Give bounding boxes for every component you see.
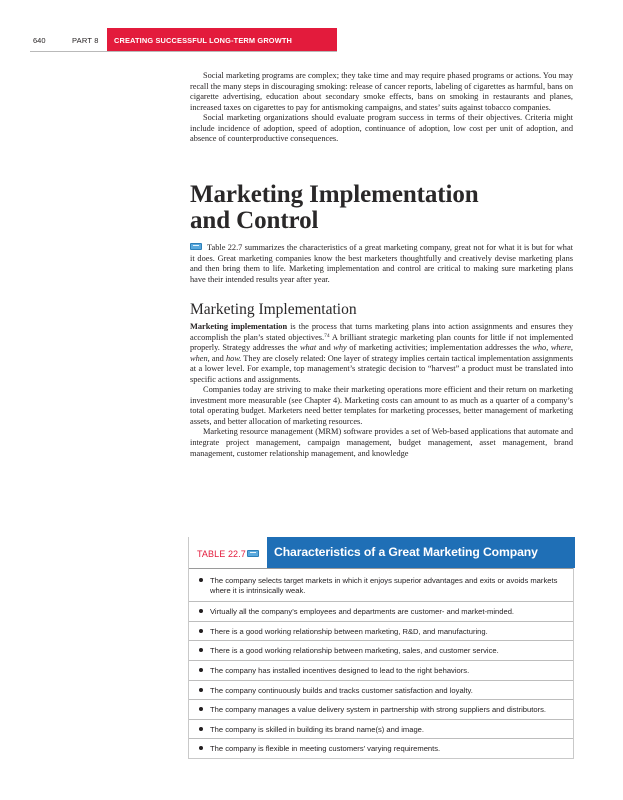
table-row <box>189 680 573 700</box>
section-heading-line-2: and Control <box>190 207 319 234</box>
bullet-icon <box>199 629 203 633</box>
bullet-icon <box>199 746 203 750</box>
subsection-text <box>190 322 573 459</box>
bullet-icon <box>199 668 203 672</box>
section-text <box>190 243 573 285</box>
italic-run: why <box>333 343 347 353</box>
section-title-band <box>107 28 337 52</box>
text-run: and <box>316 343 334 353</box>
header-rule <box>30 51 337 52</box>
subsection-heading: Marketing Implementation <box>190 301 357 318</box>
table-row <box>189 621 573 641</box>
table-header <box>189 537 573 568</box>
section-heading <box>190 182 570 234</box>
table-row <box>189 699 573 719</box>
section-paragraph-text: Table 22.7 summarizes the characteristics of a great marketing company, great not for what it is but for what it does. Great marketing companies know the best marketers thoughtfully and creatively devise marketing plans and then bring them to life. Marketing implementation and control are critical to making sure marketing plans have their intended results year after year. <box>190 243 573 284</box>
table-row-text: There is a good working relationship between marketing, sales, and customer service. <box>210 646 499 656</box>
table-label: TABLE 22.7 <box>197 549 246 559</box>
subsection-paragraph-3: Marketing resource management (MRM) software provides a set of Web-based applications that automate and integrate project management, campaign management, budget management, asset management, brand management, customer relationship management, and knowledge <box>190 427 573 458</box>
table-row <box>189 719 573 739</box>
text-run: is the process that turns marketing plans into action assignments and ensures they accomplish the plan’s stated objectives. <box>190 322 573 342</box>
subsection-paragraph-2: Companies today are striving to make their marketing operations more efficient and their return on marketing investment more measurable (see Chapter 4). Marketing costs can amount to as much as a quarter of a company’s total operating budget. Marketers need better templates for marketing processes, better management of marketing assets, and better allocation of marketing resources. <box>190 385 573 426</box>
table-row <box>189 660 573 680</box>
subsection-paragraph-1 <box>190 322 573 385</box>
section-title: CREATING SUCCESSFUL LONG-TERM GROWTH <box>114 36 292 45</box>
table-row-text: The company is flexible in meeting customers’ varying requirements. <box>210 744 441 754</box>
table-row <box>189 568 573 601</box>
text-run: of marketing activities; implementation addresses the <box>346 343 533 353</box>
table-row-text: The company is skilled in building its brand name(s) and image. <box>210 724 424 734</box>
bullet-icon <box>199 578 203 582</box>
table-reference-icon[interactable] <box>190 243 202 250</box>
text-run: and <box>209 353 226 363</box>
bullet-icon <box>199 609 203 613</box>
section-paragraph <box>190 243 573 285</box>
italic-run: who, where, when, <box>190 343 573 363</box>
text-run: A brilliant strategic marketing plan counts for little if not implemented properly. Strategy addresses the <box>190 332 574 353</box>
table-row-text: The company manages a value delivery system in partnership with strong suppliers and distributors. <box>210 705 546 715</box>
table-22-7 <box>188 537 574 759</box>
intro-paragraph-2: Social marketing organizations should evaluate program success in terms of their objectives. Criteria might include incidence of adoption, speed of adoption, continuance of adoption, low cost per unit of adoption, and absence of counterproductive consequences. <box>190 113 573 144</box>
table-row-text: There is a good working relationship between marketing, R&D, and manufacturing. <box>210 626 488 636</box>
intro-text <box>190 71 573 145</box>
section-heading-line-1: Marketing Implementation <box>190 181 479 208</box>
table-row-text: The company has installed incentives designed to lead to the right behaviors. <box>210 665 470 675</box>
bullet-icon <box>199 727 203 731</box>
italic-run: how. <box>225 353 242 363</box>
bullet-icon <box>199 707 203 711</box>
table-rows <box>189 568 573 758</box>
key-term: Marketing implementation <box>190 322 288 331</box>
part-label: PART 8 <box>72 36 99 45</box>
page-number: 640 <box>33 36 46 45</box>
text-run: They are closely related: One layer of strategy implies certain tactical implementation assignments at a lower level. For example, top management’s strategic decision to “harvest” a product must be translated into specific actions and assignments. <box>190 353 573 384</box>
table-icon <box>247 550 259 557</box>
italic-run: what <box>299 343 317 353</box>
table-row-text: The company selects target markets in which it enjoys superior advantages and exits or avoids markets where it is intrinsically weak. <box>210 576 558 595</box>
table-row <box>189 601 573 621</box>
table-row-text: The company continuously builds and tracks customer satisfaction and loyalty. <box>210 685 473 695</box>
table-row <box>189 738 573 758</box>
table-title: Characteristics of a Great Marketing Company <box>274 545 538 559</box>
table-row-text: Virtually all the company’s employees and departments are customer- and market-minded. <box>210 607 515 617</box>
table-row <box>189 640 573 660</box>
bullet-icon <box>199 648 203 652</box>
table-title-bar <box>267 537 575 568</box>
intro-paragraph-1: Social marketing programs are complex; they take time and may require phased programs or actions. You may recall the many steps in discouraging smoking: release of cancer reports, labeling of cigarettes as harmful, bans on cigarette advertising, education about secondary smoke effects, bans on smoking in restaurants and planes, increased taxes on cigarettes to pay for antismoking campaigns, and states’ suits against tobacco companies. <box>190 71 573 112</box>
footnote-ref[interactable]: 74 <box>324 332 330 339</box>
bullet-icon <box>199 688 203 692</box>
